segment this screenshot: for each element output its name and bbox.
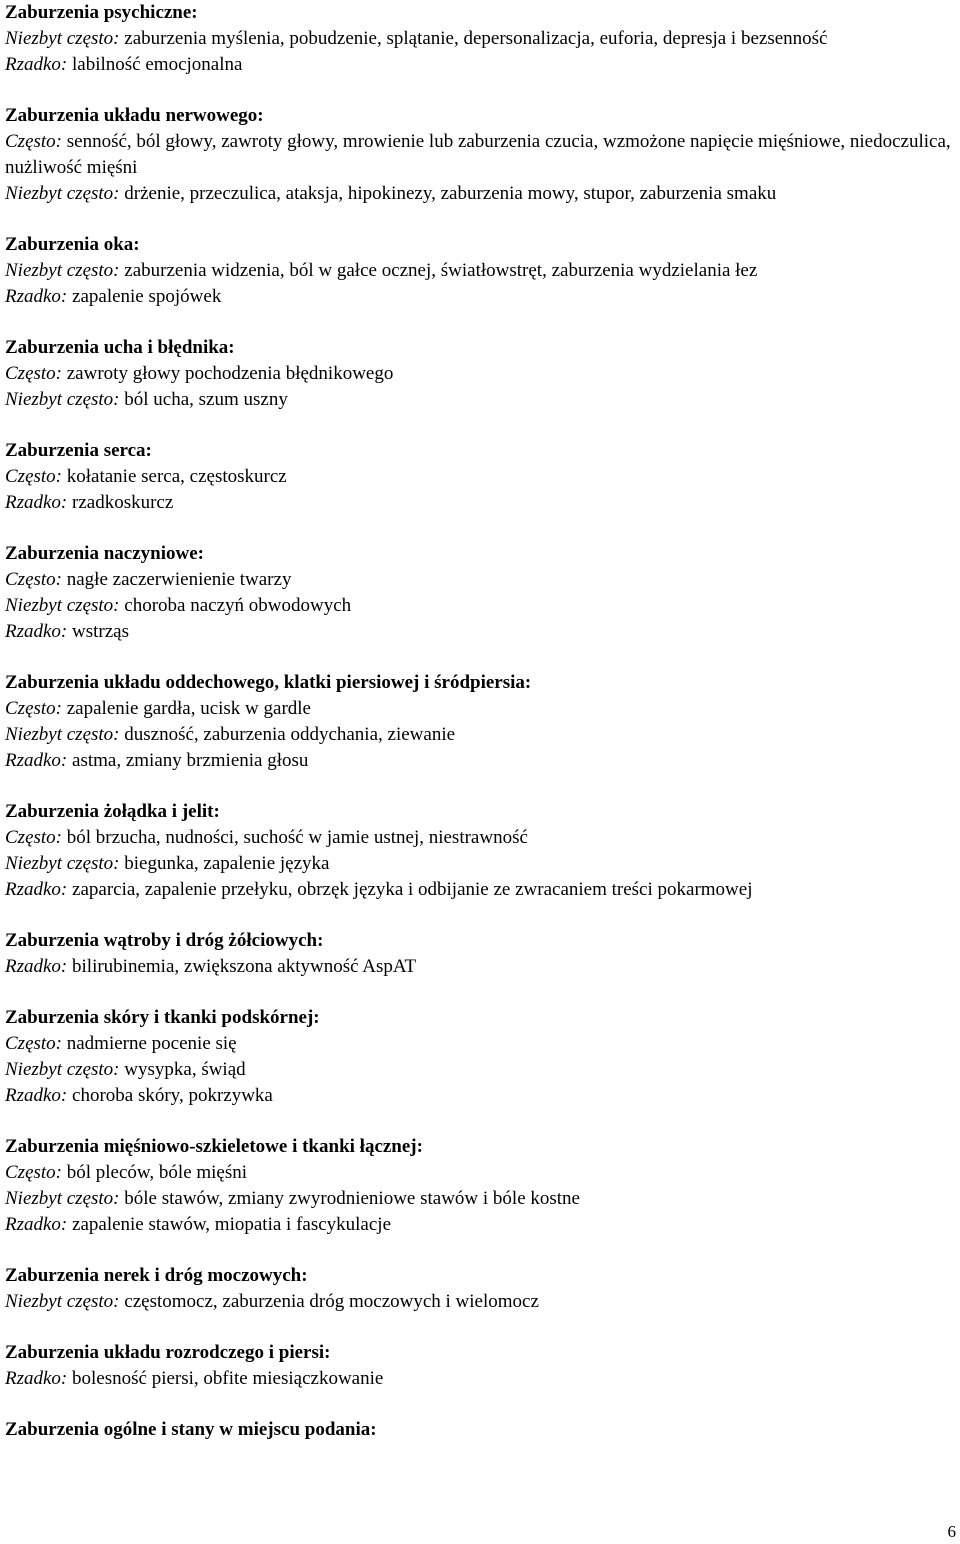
effects-text: zawroty głowy pochodzenia błędnikowego bbox=[62, 363, 394, 384]
frequency-entry bbox=[5, 1083, 955, 1109]
frequency-entry bbox=[5, 464, 955, 490]
frequency-label: Rzadko: bbox=[5, 956, 68, 977]
section-heading: Zaburzenia mięśniowo-szkieletowe i tkanki łącznej: bbox=[5, 1136, 423, 1157]
effects-text: biegunka, zapalenie języka bbox=[119, 853, 330, 874]
section-heading: Zaburzenia nerek i dróg moczowych: bbox=[5, 1265, 308, 1286]
section-heading: Zaburzenia wątroby i dróg żółciowych: bbox=[5, 930, 324, 951]
effects-text: zapalenie spojówek bbox=[67, 286, 222, 307]
section bbox=[5, 103, 955, 207]
frequency-label: Rzadko: bbox=[5, 492, 68, 513]
frequency-label: Niezbyt często: bbox=[5, 28, 120, 49]
frequency-entry bbox=[5, 1289, 955, 1315]
frequency-label: Często: bbox=[5, 827, 62, 848]
section-heading: Zaburzenia żołądka i jelit: bbox=[5, 801, 220, 822]
effects-text: ból ucha, szum uszny bbox=[119, 389, 288, 410]
frequency-entry bbox=[5, 722, 955, 748]
effects-text: duszność, zaburzenia oddychania, ziewanie bbox=[119, 724, 456, 745]
frequency-entry bbox=[5, 258, 955, 284]
frequency-entry bbox=[5, 748, 955, 774]
adverse-effects-list bbox=[5, 0, 955, 1443]
frequency-label: Rzadko: bbox=[5, 286, 68, 307]
section-heading: Zaburzenia układu rozrodczego i piersi: bbox=[5, 1342, 331, 1363]
frequency-entry bbox=[5, 361, 955, 387]
frequency-entry bbox=[5, 1057, 955, 1083]
document-page bbox=[5, 0, 955, 1468]
effects-text: choroba naczyń obwodowych bbox=[119, 595, 352, 616]
section-heading: Zaburzenia ogólne i stany w miejscu podania: bbox=[5, 1419, 377, 1440]
effects-text: ból brzucha, nudności, suchość w jamie ustnej, niestrawność bbox=[62, 827, 528, 848]
section bbox=[5, 1417, 955, 1443]
frequency-entry bbox=[5, 129, 955, 181]
frequency-entry bbox=[5, 181, 955, 207]
frequency-entry bbox=[5, 1160, 955, 1186]
section-heading: Zaburzenia ucha i błędnika: bbox=[5, 337, 235, 358]
frequency-entry bbox=[5, 26, 955, 52]
frequency-label: Niezbyt często: bbox=[5, 1188, 120, 1209]
frequency-label: Niezbyt często: bbox=[5, 389, 120, 410]
frequency-label: Często: bbox=[5, 1162, 62, 1183]
section-heading: Zaburzenia naczyniowe: bbox=[5, 543, 204, 564]
section bbox=[5, 541, 955, 645]
effects-text: labilność emocjonalna bbox=[67, 54, 243, 75]
frequency-entry bbox=[5, 1031, 955, 1057]
section-heading: Zaburzenia oka: bbox=[5, 234, 140, 255]
effects-text: ból pleców, bóle mięśni bbox=[62, 1162, 248, 1183]
effects-text: zaburzenia widzenia, ból w gałce ocznej, światłowstręt, zaburzenia wydzielania łez bbox=[119, 260, 758, 281]
section-heading: Zaburzenia układu oddechowego, klatki piersiowej i śródpiersia: bbox=[5, 672, 532, 693]
frequency-label: Niezbyt często: bbox=[5, 724, 120, 745]
frequency-label: Rzadko: bbox=[5, 1214, 68, 1235]
effects-text: zapalenie gardła, ucisk w gardle bbox=[62, 698, 311, 719]
frequency-label: Często: bbox=[5, 1033, 62, 1054]
section bbox=[5, 438, 955, 516]
effects-text: nadmierne pocenie się bbox=[62, 1033, 237, 1054]
section bbox=[5, 335, 955, 413]
effects-text: zapalenie stawów, miopatia i fascykulacje bbox=[67, 1214, 392, 1235]
effects-text: wstrząs bbox=[67, 621, 129, 642]
frequency-label: Często: bbox=[5, 698, 62, 719]
frequency-label: Często: bbox=[5, 466, 62, 487]
frequency-entry bbox=[5, 1212, 955, 1238]
frequency-entry bbox=[5, 387, 955, 413]
frequency-entry bbox=[5, 1366, 955, 1392]
frequency-label: Rzadko: bbox=[5, 54, 68, 75]
section bbox=[5, 670, 955, 774]
frequency-entry bbox=[5, 696, 955, 722]
section-heading: Zaburzenia psychiczne: bbox=[5, 2, 198, 23]
section bbox=[5, 232, 955, 310]
frequency-label: Niezbyt często: bbox=[5, 1291, 120, 1312]
frequency-label: Niezbyt często: bbox=[5, 595, 120, 616]
frequency-entry bbox=[5, 490, 955, 516]
frequency-label: Rzadko: bbox=[5, 1085, 68, 1106]
effects-text: bilirubinemia, zwiększona aktywność AspAT bbox=[67, 956, 417, 977]
effects-text: wysypka, świąd bbox=[119, 1059, 246, 1080]
frequency-label: Rzadko: bbox=[5, 879, 68, 900]
section bbox=[5, 0, 955, 78]
effects-text: bolesność piersi, obfite miesiączkowanie bbox=[67, 1368, 384, 1389]
frequency-label: Niezbyt często: bbox=[5, 183, 120, 204]
section bbox=[5, 799, 955, 903]
effects-text: astma, zmiany brzmienia głosu bbox=[67, 750, 309, 771]
frequency-label: Często: bbox=[5, 131, 62, 152]
frequency-entry bbox=[5, 1186, 955, 1212]
frequency-label: Rzadko: bbox=[5, 621, 68, 642]
frequency-entry bbox=[5, 877, 955, 903]
frequency-entry bbox=[5, 593, 955, 619]
section-heading: Zaburzenia skóry i tkanki podskórnej: bbox=[5, 1007, 320, 1028]
effects-text: zaparcia, zapalenie przełyku, obrzęk języka i odbijanie ze zwracaniem treści pokarmowej bbox=[67, 879, 753, 900]
frequency-label: Niezbyt często: bbox=[5, 853, 120, 874]
frequency-label: Niezbyt często: bbox=[5, 260, 120, 281]
frequency-label: Niezbyt często: bbox=[5, 1059, 120, 1080]
effects-text: bóle stawów, zmiany zwyrodnieniowe stawów i bóle kostne bbox=[119, 1188, 580, 1209]
frequency-label: Często: bbox=[5, 363, 62, 384]
frequency-entry bbox=[5, 851, 955, 877]
effects-text: częstomocz, zaburzenia dróg moczowych i wielomocz bbox=[119, 1291, 539, 1312]
effects-text: zaburzenia myślenia, pobudzenie, splątanie, depersonalizacja, euforia, depresja i bezsenność bbox=[119, 28, 828, 49]
section bbox=[5, 1340, 955, 1392]
section-heading: Zaburzenia układu nerwowego: bbox=[5, 105, 264, 126]
frequency-entry bbox=[5, 52, 955, 78]
effects-text: drżenie, przeczulica, ataksja, hipokinezy, zaburzenia mowy, stupor, zaburzenia smaku bbox=[119, 183, 777, 204]
section-heading: Zaburzenia serca: bbox=[5, 440, 152, 461]
effects-text: rzadkoskurcz bbox=[67, 492, 174, 513]
section bbox=[5, 928, 955, 980]
effects-text: kołatanie serca, częstoskurcz bbox=[62, 466, 287, 487]
effects-text: choroba skóry, pokrzywka bbox=[67, 1085, 273, 1106]
frequency-entry bbox=[5, 567, 955, 593]
frequency-label: Rzadko: bbox=[5, 1368, 68, 1389]
effects-text: nagłe zaczerwienienie twarzy bbox=[62, 569, 292, 590]
frequency-entry bbox=[5, 954, 955, 980]
frequency-label: Często: bbox=[5, 569, 62, 590]
frequency-entry bbox=[5, 619, 955, 645]
effects-text: senność, ból głowy, zawroty głowy, mrowienie lub zaburzenia czucia, wzmożone napięcie mięśniowe, niedoczulica, nużliwość mięśni bbox=[5, 131, 951, 178]
frequency-entry bbox=[5, 284, 955, 310]
section bbox=[5, 1134, 955, 1238]
frequency-label: Rzadko: bbox=[5, 750, 68, 771]
page-number: 6 bbox=[947, 1522, 956, 1541]
section bbox=[5, 1263, 955, 1315]
section bbox=[5, 1005, 955, 1109]
frequency-entry bbox=[5, 825, 955, 851]
